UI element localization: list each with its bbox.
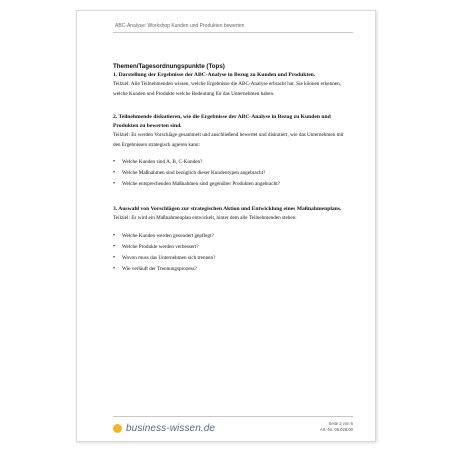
topic-goal: Teilziel: Es werden Vorschläge gesammelt und anschließend bewertet und diskutiert, wie das Unternehmen mit den Ergebnissen strategisch agieren kann: (113, 132, 344, 148)
business-wissen-logo (113, 423, 215, 434)
footer-info (320, 421, 353, 433)
footer-divider (113, 416, 353, 417)
topic-goal: Teilziel: Alle Teilnehmenden wissen, welche Ergebnisse die ABC-Analyse erbracht hat. Sie können erkennen, welche Kunden und Produkte welche Bedeutung für das Unternehmen haben. (113, 81, 341, 97)
list-item: • Wovon muss das Unternehmen sich trennen? (113, 254, 345, 264)
page-header-title: ABC-Analyse: Workshop Kunden und Produkten bewerten (115, 23, 245, 29)
page-number: Seite 2 von 6 (328, 421, 353, 426)
topic-goal: Teilziel: Es wird ein Maßnahmenplan entwickelt, hinter dem alle Teilnehmenden stehen: (113, 215, 297, 221)
topic-1 (113, 71, 345, 99)
topic-title: 2. Teilnehmende diskutieren, wie die Ergebnisse der ABC-Analyse in Bezug zu Kunden und Produkten zu bewerten sind. (113, 114, 331, 129)
topic-3 (113, 205, 345, 274)
section-heading: Themen/Tagesordnungspunkte (Tops) (113, 63, 225, 70)
logo-text: business-wissen.de (126, 423, 216, 434)
list-item: • Welche Kunden werden gesondert gepflegt? (113, 232, 345, 242)
article-number: Art.-Nr. 06.028.00 (319, 427, 353, 432)
document-page (76, 10, 376, 442)
bullet-list (113, 158, 345, 190)
list-item: • Wie verläuft der Trennungsprozess? (113, 265, 345, 275)
list-item: • Welche Produkte werden verbessert? (113, 243, 345, 253)
page-content (113, 63, 345, 276)
bullet-list (113, 232, 345, 275)
topic-2 (113, 113, 345, 190)
list-item: • Welche Kunden sind A, B, C-Kunden? (113, 158, 345, 168)
topic-title: 3. Auswahl von Vorschlägen zur strategischen Aktion und Entwicklung eines Maßnahmenplans. (113, 206, 342, 212)
topic-title: 1. Darstellung der Ergebnisse der ABC-Analyse in Bezug zu Kunden und Produkten. (113, 72, 316, 78)
logo-dot-icon (113, 424, 122, 433)
header-divider (113, 32, 353, 33)
list-item: • Welche entsprechenden Maßnahmen sind gegenüber Produkten angebracht? (113, 180, 345, 190)
list-item: • Welche Maßnahmen sind bezüglich dieser Kundentypen angebracht? (113, 169, 345, 179)
